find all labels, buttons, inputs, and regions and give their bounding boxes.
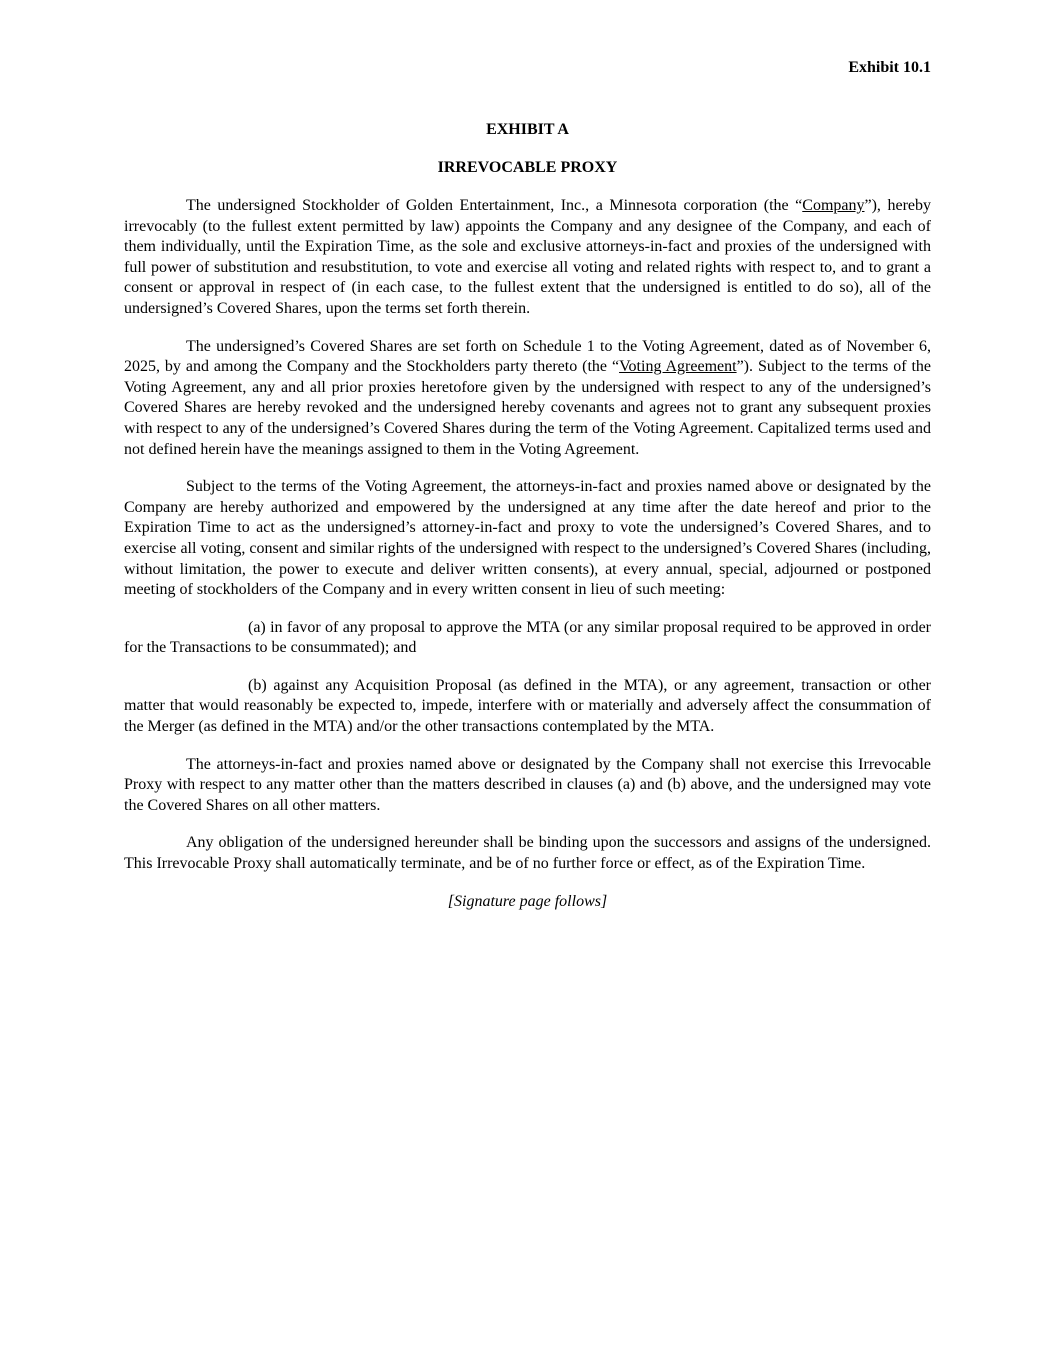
document-subtitle: IRREVOCABLE PROXY [437,159,618,176]
signature-page-note: [Signature page follows] [447,892,608,910]
clause-b: (b) against any Acquisition Proposal (as defined in the MTA), or any agreement, transaction or other matter that would reasonably be expected to, impede, interfere with or materially and adversely affect the consummation of the Merger (as defined in the MTA) and/or the other transactions contemplated by the MTA. [124,676,931,736]
defined-term-company: Company [802,197,865,214]
paragraph-covered-shares [124,337,931,461]
paragraph-appointment [124,196,931,320]
document-body [124,120,931,912]
paragraph-limitation: The attorneys-in-fact and proxies named above or designated by the Company shall not exercise this Irrevocable Proxy with respect to any matter other than the matters described in clauses (a) and (b) above, and the undersigned may vote the Covered Shares on all other matters. [124,755,931,814]
document-title: EXHIBIT A [486,121,569,138]
clause-a: (a) in favor of any proposal to approve the MTA (or any similar proposal required to be approved in order for the Transactions to be consummated); and [124,618,931,657]
paragraph-authorization: Subject to the terms of the Voting Agreement, the attorneys-in-fact and proxies named above or designated by the Company are hereby authorized and empowered by the undersigned at any time after the date hereof and prior to the Expiration Time to act as the undersigned’s attorney-in-fact and proxy to vote the undersigned’s Covered Shares, and to exercise all voting, consent and similar rights of the undersigned with respect to the undersigned’s Covered Shares (including, without limitation, the power to execute and deliver written consents), at every annual, special, adjourned or postponed meeting of stockholders of the Company and in every written consent in lieu of such meeting: [124,478,931,599]
paragraph-covered-shares-pre: The undersigned’s Covered Shares are set forth on Schedule 1 to the Voting Agreement, dated as of November 6, 2025, by and among the Company and the Stockholders party thereto (the “ [124,337,931,376]
paragraph-termination: Any obligation of the undersigned hereunder shall be binding upon the successors and assigns of the undersigned. This Irrevocable Proxy shall automatically terminate, and be of no further force or effect, as of the Expiration Time. [124,834,931,873]
paragraph-covered-shares-post: ”). Subject to the terms of the Voting Agreement, any and all prior proxies heretofore given by the undersigned with respect to any of the undersigned’s Covered Shares are hereby revoked and the undersigned hereby covenants and agrees not to grant any subsequent proxies with respect to any of the undersigned’s Covered Shares during the term of the Voting Agreement. Capitalized terms used and not defined herein have the meanings assigned to them in the Voting Agreement. [124,358,931,458]
defined-term-voting-agreement: Voting Agreement [619,358,737,376]
exhibit-number: Exhibit 10.1 [848,59,931,76]
paragraph-appointment-pre: The undersigned Stockholder of Golden Entertainment, Inc., a Minnesota corporation (the “ [186,197,803,214]
paragraph-appointment-post: ”), hereby irrevocably (to the fullest extent permitted by law) appoints the Company and any designee of the Company, and each of them individually, until the Expiration Time, as the sole and exclusive attorneys-in-fact and proxies of the undersigned with full power of substitution and resubstitution, to vote and exercise all voting and related rights with respect to, and to grant a consent or approval in respect of (in each case, to the fullest extent that the undersigned is entitled to do so), all of the undersigned’s Covered Shares, upon the terms set forth therein. [124,197,932,317]
